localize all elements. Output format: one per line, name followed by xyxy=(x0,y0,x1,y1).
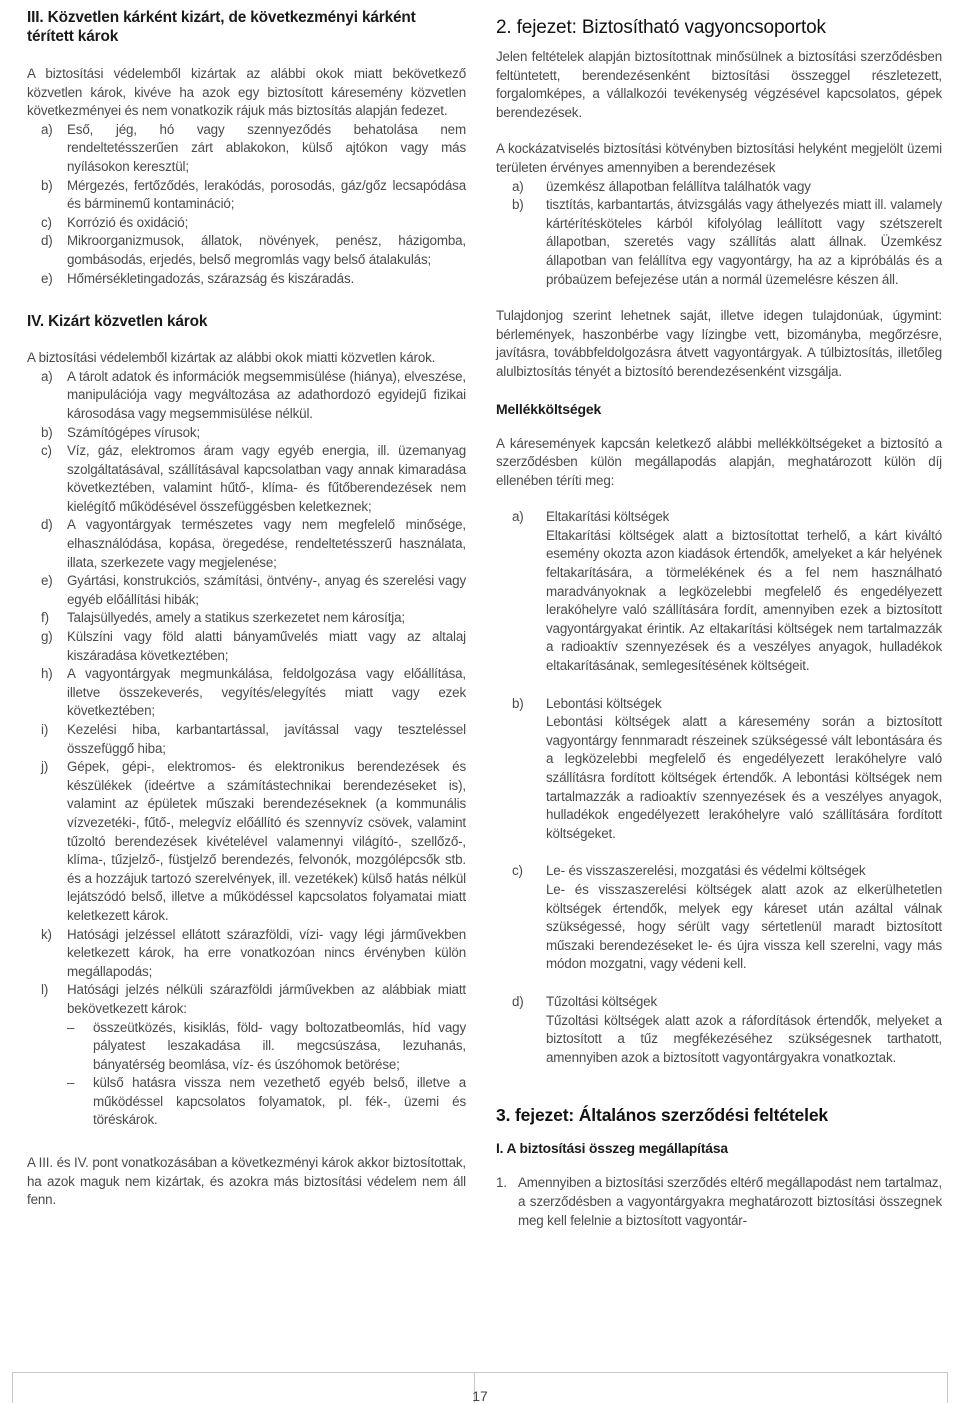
list-item xyxy=(496,196,942,289)
list-item-text: Mérgezés, fertőződés, lerakódás, porosodás, gáz/gőz lecsapódása és bárminemű kontamináció; xyxy=(67,177,466,212)
list-item xyxy=(27,177,466,214)
cost-item-description: Eltakarítási költségek alatt a biztosítottat terhelő, a kárt kiváltó esemény okozta azon kiadások értendők, amelyeket a kár helyének feltakarítására, a törmelékének és a fel nem használható maradványoknak a legközelebbi megfelelő és engedélyezett lerakóhelyre való szállítására fordít, amennyiben ezek a biztosított vagyontárgyakat érintik. Az eltakarítási költségek nem tartalmazzák a radioaktív szennyezések és a veszélyes anyagok, hulladékok eltakarításának, semlegesítésének költségeit. xyxy=(546,527,942,674)
chapter-2-paragraph-3: Tulajdonjog szerint lehetnek saját, illetve idegen tulajdonúak, úgymint: bérlemények, haszonbérbe vagy lízingbe vett, bizományba, megőrzésre, javításra, továbbfeldolgozásra átvett vagyontárgyak. A túlbiztosítás, illetőleg alulbiztosítás tényét a biztosító berendezésenként vizsgálja. xyxy=(496,308,942,379)
section-iii-list xyxy=(27,121,466,288)
cost-item-description: Le- és visszaszerelési költségek alatt azok az elkerülhetetlen költségek értendők, melyek egy káreset után azáltal válnak szükségessé, hogy sérült vagy sértetlenül maradt biztosított műszaki berendezéseket le- és újra vissza kell szerelni, vagy más módon mozgatni, vagy védeni kell. xyxy=(546,881,942,972)
cost-item xyxy=(496,862,942,974)
list-item-text: Külszíni vagy föld alatti bányaművelés miatt vagy az altalaj kiszáradása következtében; xyxy=(67,629,466,663)
page-number: 17 xyxy=(472,1388,488,1404)
sum-insured-heading: I. A biztosítási összeg megállapítása xyxy=(496,1141,728,1157)
footer-rule xyxy=(12,1372,948,1373)
list-item-label: c) xyxy=(41,443,52,459)
cost-item-title: Lebontási költségek xyxy=(546,695,662,711)
list-item-text: Korrózió és oxidáció; xyxy=(67,214,189,230)
list-item-label: a) xyxy=(41,368,53,384)
section-iv-intro: A biztosítási védelemből kizártak az alábbi okok miatti közvetlen károk. xyxy=(27,350,436,366)
list-item-text: üzemkész állapotban felállítva találhatók vagy xyxy=(546,178,811,194)
list-item-text: Talajsüllyedés, amely a statikus szerkezetet nem károsítja; xyxy=(67,610,405,626)
list-item-text: Gépek, gépi-, elektromos- és elektronikus berendezések és készülékek (ideértve a számítástechnikai berendezéseket is), valamint az épületek műszaki berendezéseknek (a kommunális vízvezetéki-, fűtő-, melegvíz előállító és szennyvíz csövek, valamint tűzoltó berendezések kivételével valamennyi világító-, szellőző-, klíma-, tűzjelző-, füstjelző berendezés, felvonók, mozgólépcsők stb. és a hozzájuk tartozó szerelvények, ill. vezetékek) külső hatás nélkül lejátszódó belső, illetve a működéssel kapcsolatos folyamatai miatt keletkezett károk. xyxy=(67,759,466,923)
list-item xyxy=(27,665,466,721)
list-item-label: d) xyxy=(41,517,53,533)
list-item-label: b) xyxy=(512,197,524,213)
cost-item-label: a) xyxy=(512,509,524,525)
list-item-text: tisztítás, karbantartás, átvizsgálás vagy áthelyezés miatt ill. valamely kártérítésköteles kárból kifolyólag leállított vagy szétszerelt állapotban, szeretés vagy szállítás alatt állnak. Üzemkész állapotban van felállítva egy vagyontárgy, ha az a kipróbálás és a próbaüzem befejezése után a normál üzemelésre készen áll. xyxy=(546,197,942,287)
list-item-text: A vagyontárgyak megmunkálása, feldolgozása vagy előállítása, illetve összekeverés, vegyítés/elegyítés miatt vagy ezek következtében; xyxy=(67,666,466,719)
list-item-text: Mikroorganizmusok, állatok, növények, penész, házigomba, gombásodás, erjedés, belső megromlás vagy belső átalakulás; xyxy=(67,233,466,267)
section-iii-intro: A biztosítási védelemből kizártak az alábbi okok miatt bekövetkező közvetlen károk, kivéve ha azok egy biztosított káresemény közvetlen következményei és nem vonatkozik rájuk más biztosítás alapján fedezet. xyxy=(27,66,466,119)
cost-item-label: d) xyxy=(512,993,524,1009)
section-iv-list xyxy=(27,368,466,1019)
list-item-label: d) xyxy=(41,233,53,249)
list-item-label: g) xyxy=(41,629,53,645)
section-heading-iv: IV. Kizárt közvetlen károk xyxy=(27,313,208,331)
list-item-label: i) xyxy=(41,722,49,737)
cost-item xyxy=(496,508,942,675)
list-item-label: f) xyxy=(41,610,49,626)
list-item-text: Hatósági jelzéssel ellátott szárazföldi, vízi- vagy légi járművekben keletkezett károk, ha erre vonatkozóan nincs érvényben külön megállapodás; xyxy=(67,926,466,979)
cost-item-title: Tűzoltási költségek xyxy=(546,993,658,1009)
cost-item-title: Eltakarítási költségek xyxy=(546,509,670,525)
chapter-2-paragraph-1: Jelen feltételek alapján biztosítottnak minősülnek a biztosítási szerződésben feltüntetett, berendezésenként biztosítási összeggel részletezett, forgalomképes, a vállalkozói tevékenység végzésével kapcsolatos, gépek berendezések. xyxy=(496,49,942,120)
footer-right-rule xyxy=(947,1372,948,1403)
list-item-label: h) xyxy=(41,666,53,682)
cost-item-label: b) xyxy=(512,695,524,711)
list-item xyxy=(27,572,466,609)
list-item-text: Hőmérsékletingadozás, szárazság és kiszáradás. xyxy=(67,270,355,286)
list-item-text: Gyártási, konstrukciós, számítási, öntvény-, anyag és szerelési vagy egyéb előállítási hibák; xyxy=(67,573,466,607)
list-item xyxy=(27,981,466,1018)
list-item-text: Hatósági jelzés nélküli szárazföldi járművekben az alábbiak miatt bekövetkezett károk: xyxy=(67,982,466,1016)
list-item xyxy=(27,758,466,925)
list-item-text: külső hatásra vissza nem vezethető egyéb belső, illetve a működéssel kapcsolatos folyamatok, pl. fék-, üzemi és töréskárok. xyxy=(93,1075,466,1128)
list-item-text: Amennyiben a biztosítási szerződés eltérő megállapodást nem tartalmaz, a szerződésben a vagyontárgyakra meghatározott biztosítási összegnek meg kell felelnie a biztosított vagyontár- xyxy=(518,1175,942,1228)
list-item-label: e) xyxy=(41,270,53,286)
list-item-text: Kezelési hiba, karbantartással, javítással vagy teszteléssel összefüggő hiba; xyxy=(67,722,466,756)
list-item xyxy=(27,121,466,177)
list-item-text: A tárolt adatok és információk megsemmisülése (hiánya), elveszése, manipulációja vagy megváltozása az adathordozó egyidejű fizikai károsodása vagy megsemmisülése nélkül. xyxy=(67,368,466,421)
list-item xyxy=(27,609,466,628)
closing-paragraph: A III. és IV. pont vonatkozásában a következményi károk akkor biztosítottak, ha azok maguk nem kizártak, és azokra más biztosítási védelem nem áll fenn. xyxy=(27,1155,466,1208)
list-item-label: b) xyxy=(41,424,53,440)
sum-insured-list xyxy=(496,1174,942,1230)
list-item xyxy=(496,178,942,197)
list-item-text: Eső, jég, hó vagy szennyeződés behatolása nem rendeltetésszerűen zárt ablakokon, külső ajtókon vagy más nyílásokon keresztül; xyxy=(67,121,466,174)
chapter-2-heading: 2. fejezet: Biztosítható vagyoncsoportok xyxy=(496,17,826,38)
list-item xyxy=(27,232,466,269)
list-item-label: – xyxy=(67,1019,75,1035)
left-column xyxy=(27,8,466,1210)
list-item xyxy=(27,214,466,233)
dash-list-item xyxy=(53,1074,466,1130)
ancillary-costs-list xyxy=(496,508,942,1067)
list-item-label: a) xyxy=(41,121,53,137)
list-item-text: Számítógépes vírusok; xyxy=(67,424,201,440)
footer-left-rule xyxy=(12,1372,13,1403)
list-item-label: – xyxy=(67,1075,75,1091)
list-item-label: e) xyxy=(41,573,53,589)
cost-item-title: Le- és visszaszerelési, mozgatási és védelmi költségek xyxy=(546,863,866,879)
list-item-text: A vagyontárgyak természetes vagy nem megfelelő minősége, elhasználódása, kopása, öregedése, rendeltetésszerű használata, illata, szerkezete vagy megjelenése; xyxy=(67,517,466,570)
list-item xyxy=(27,721,466,758)
list-item xyxy=(27,368,466,424)
list-item-text: Víz, gáz, elektromos áram vagy egyéb energia, ill. üzemanyag szolgáltatásával, szállításával kapcsolatban vagy annak kimaradása következtében, valamint hűtő-, klíma- és fűtőberendezések nem kielégítő működésével összefüggésben keletkeznek; xyxy=(67,443,466,514)
ancillary-costs-heading: Mellékköltségek xyxy=(496,400,602,417)
cost-item-description: Tűzoltási költségek alatt azok a ráfordítások értendők, melyeket a biztosított a tűz megfékezéséhez szükségesnek tarthatott, amennyiben azok a biztosított vagyontárgyakra vonatkoztak. xyxy=(546,1012,942,1065)
conditions-list xyxy=(496,178,942,290)
list-item-label: c) xyxy=(41,214,52,230)
list-item xyxy=(27,442,466,516)
cost-item-description: Lebontási költségek alatt a káresemény során a biztosított vagyontárgy fennmaradt részeinek szükségessé vált lebontására és a legközelebbi megfelelő és engedélyezett lerakóhelyre való szállításra fordított költségek értendők. A lebontási költségek nem tartalmazzák a radioaktív szennyezések és a veszélyes anyagok, hulladékok engedélyezett lerakóhelyre való szállítására fordított költségeket. xyxy=(546,714,942,841)
dash-list-item xyxy=(53,1019,466,1075)
list-item xyxy=(27,926,466,982)
cost-item xyxy=(496,695,942,844)
right-column xyxy=(496,8,942,1230)
list-item xyxy=(27,628,466,665)
list-item xyxy=(27,516,466,572)
list-item xyxy=(27,270,466,289)
section-heading-iii: III. Közvetlen kárként kizárt, de következményi kárként térített károk xyxy=(27,9,416,45)
list-item-label: j) xyxy=(41,759,49,775)
list-item-label: b) xyxy=(41,177,53,193)
list-item-label: a) xyxy=(512,178,524,194)
ancillary-costs-intro: A káresemények kapcsán keletkező alábbi mellékköltségeket a biztosító a szerződésben külön megállapodás alapján, meghatározott külön díj ellenében téríti meg: xyxy=(496,435,942,488)
list-item xyxy=(27,424,466,443)
chapter-2-paragraph-2: A kockázatviselés biztosítási kötvényben biztosítási helyként megjelölt üzemi területen érvényes amennyiben a berendezések xyxy=(496,141,942,175)
list-item-label: l) xyxy=(41,982,49,998)
list-item-label: 1. xyxy=(496,1175,507,1191)
section-iv-dash-list xyxy=(27,1019,466,1131)
numbered-list-item xyxy=(496,1174,942,1230)
list-item-text: összeütközés, kisiklás, föld- vagy boltozatbeomlás, híd vagy pályatest leszakadása ill. megcsúszása, lezuhanás, bányatérség beomlása, víz- és úszóhomok betörése; xyxy=(93,1019,466,1072)
cost-item-label: c) xyxy=(512,863,523,879)
chapter-3-heading: 3. fejezet: Általános szerződési feltételek xyxy=(496,1105,829,1126)
cost-item xyxy=(496,993,942,1067)
list-item-label: k) xyxy=(41,926,52,942)
